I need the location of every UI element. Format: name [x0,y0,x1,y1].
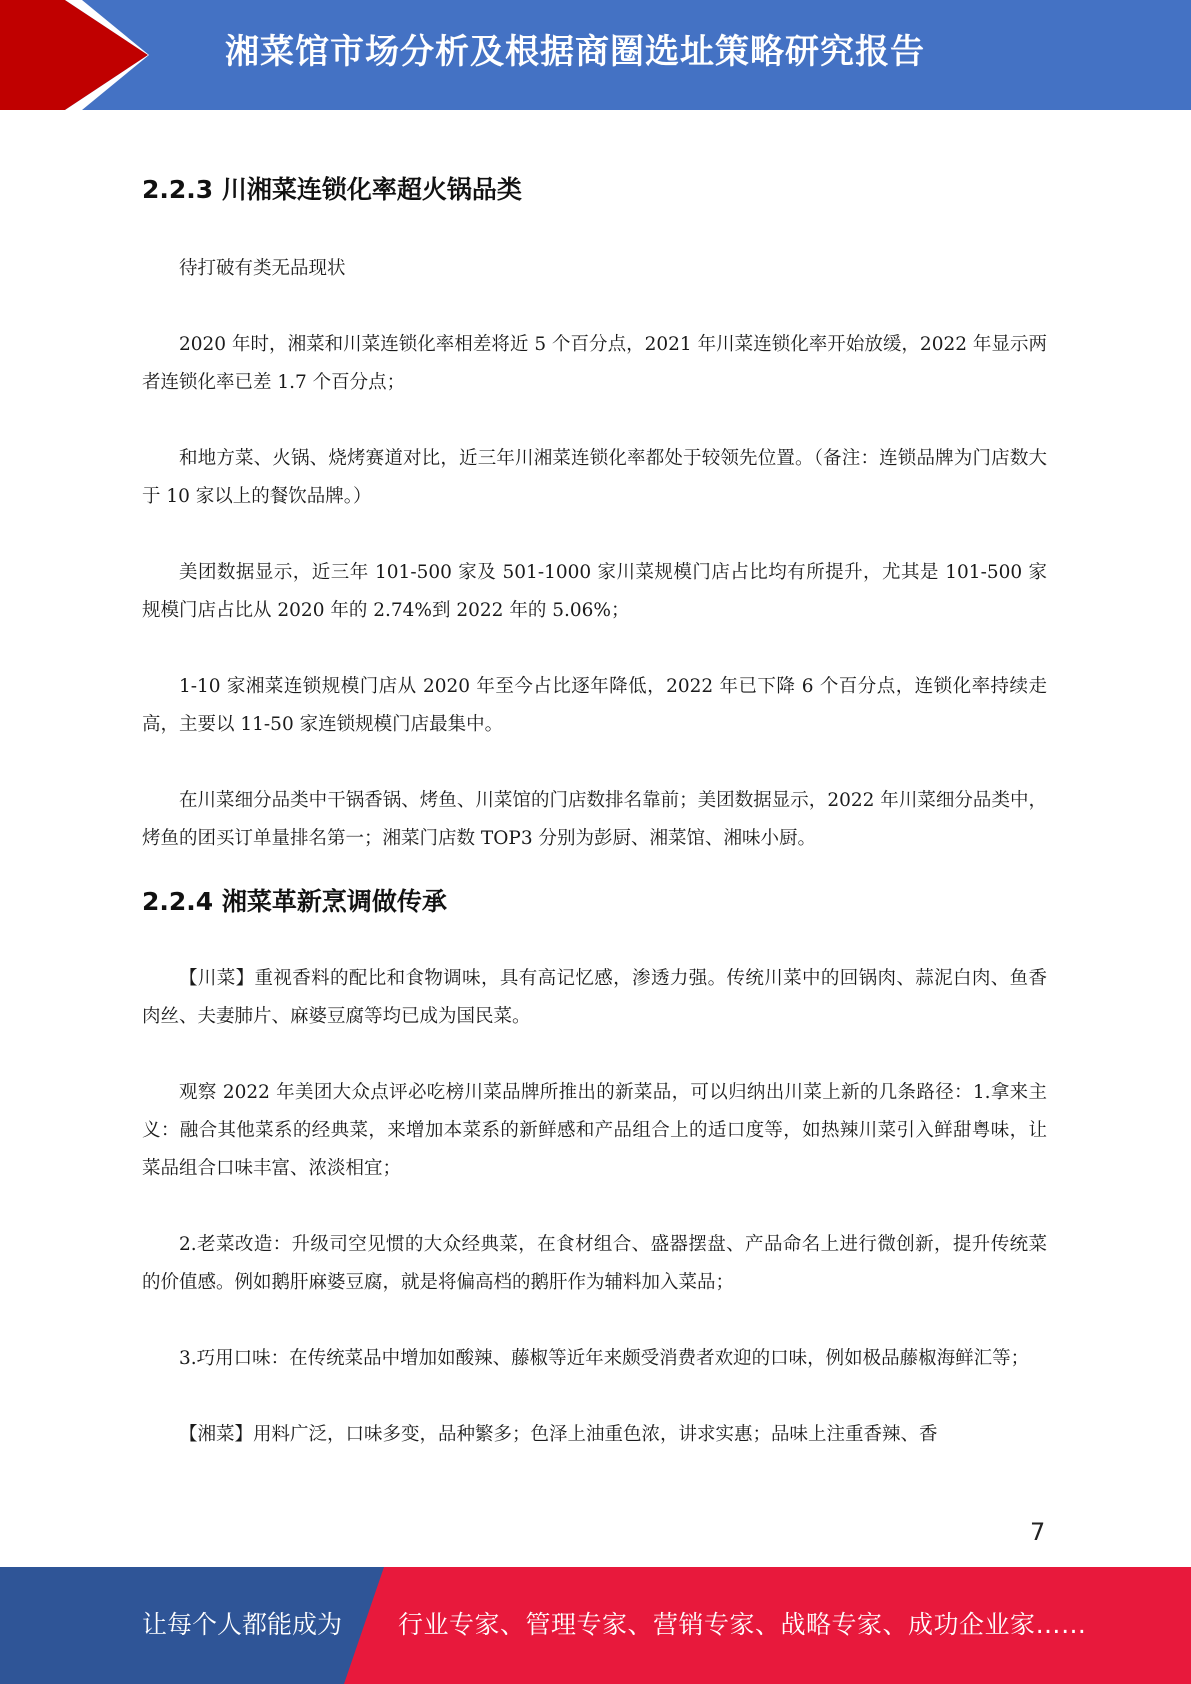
paragraph: 【川菜】重视香料的配比和食物调味，具有高记忆感，渗透力强。传统川菜中的回锅肉、蒜泥白肉、鱼香肉丝、夫妻肺片、麻婆豆腐等均已成为国民菜。 [142,968,1047,1027]
footer-slogan-right: 行业专家、管理专家、营销专家、战略专家、成功企业家…… [398,1610,1087,1639]
paragraph: 1-10 家湘菜连锁规模门店从 2020 年至今占比逐年降低，2022 年已下降 6 个百分点，连锁化率持续走高，主要以 11-50 家连锁规模门店最集中。 [142,676,1047,735]
paragraph: 美团数据显示，近三年 101-500 家及 501-1000 家川菜规模门店占比均有所提升，尤其是 101-500 家规模门店占比从 2020 年的 2.74%到 2022 年的 5.06%； [142,562,1047,621]
section-heading: 2.2.3 川湘菜连锁化率超火锅品类 [142,175,522,204]
page-header [0,0,1191,110]
paragraph: 3.巧用口味：在传统菜品中增加如酸辣、藤椒等近年来颇受消费者欢迎的口味，例如极品藤椒海鲜汇等； [179,1348,1030,1369]
page-number: 7 [1030,1518,1046,1546]
paragraph: 2.老菜改造：升级司空见惯的大众经典菜，在食材组合、盛器摆盘、产品命名上进行微创新，提升传统菜的价值感。例如鹅肝麻婆豆腐，就是将偏高档的鹅肝作为辅料加入菜品； [142,1234,1047,1293]
report-title: 湘菜馆市场分析及根据商圈选址策略研究报告 [225,32,925,72]
section-heading: 2.2.4 湘菜革新烹调做传承 [142,887,447,916]
paragraph: 【湘菜】用料广泛，口味多变，品种繁多；色泽上油重色浓，讲求实惠；品味上注重香辣、香 [179,1424,938,1445]
paragraph: 观察 2022 年美团大众点评必吃榜川菜品牌所推出的新菜品，可以归纳出川菜上新的几条路径：1.拿来主义：融合其他菜系的经典菜，来增加本菜系的新鲜感和产品组合上的适口度等，如热辣川菜引入鲜甜粤味，让菜品组合口味丰富、浓淡相宜； [142,1082,1047,1179]
page-footer [0,1567,1191,1684]
document-body [142,162,1047,1454]
paragraph: 2020 年时，湘菜和川菜连锁化率相差将近 5 个百分点，2021 年川菜连锁化率开始放缓，2022 年显示两者连锁化率已差 1.7 个百分点； [142,334,1047,393]
paragraph: 在川菜细分品类中干锅香锅、烤鱼、川菜馆的门店数排名靠前；美团数据显示，2022 年川菜细分品类中，烤鱼的团买订单量排名第一；湘菜门店数 TOP3 分别为彭厨、湘菜馆、湘味小厨。 [142,790,1047,849]
footer-slogan-left: 让每个人都能成为 [142,1610,343,1639]
paragraph: 待打破有类无品现状 [179,258,346,279]
paragraph: 和地方菜、火锅、烧烤赛道对比，近三年川湘菜连锁化率都处于较领先位置。（备注：连锁品牌为门店数大于 10 家以上的餐饮品牌。） [142,448,1047,507]
